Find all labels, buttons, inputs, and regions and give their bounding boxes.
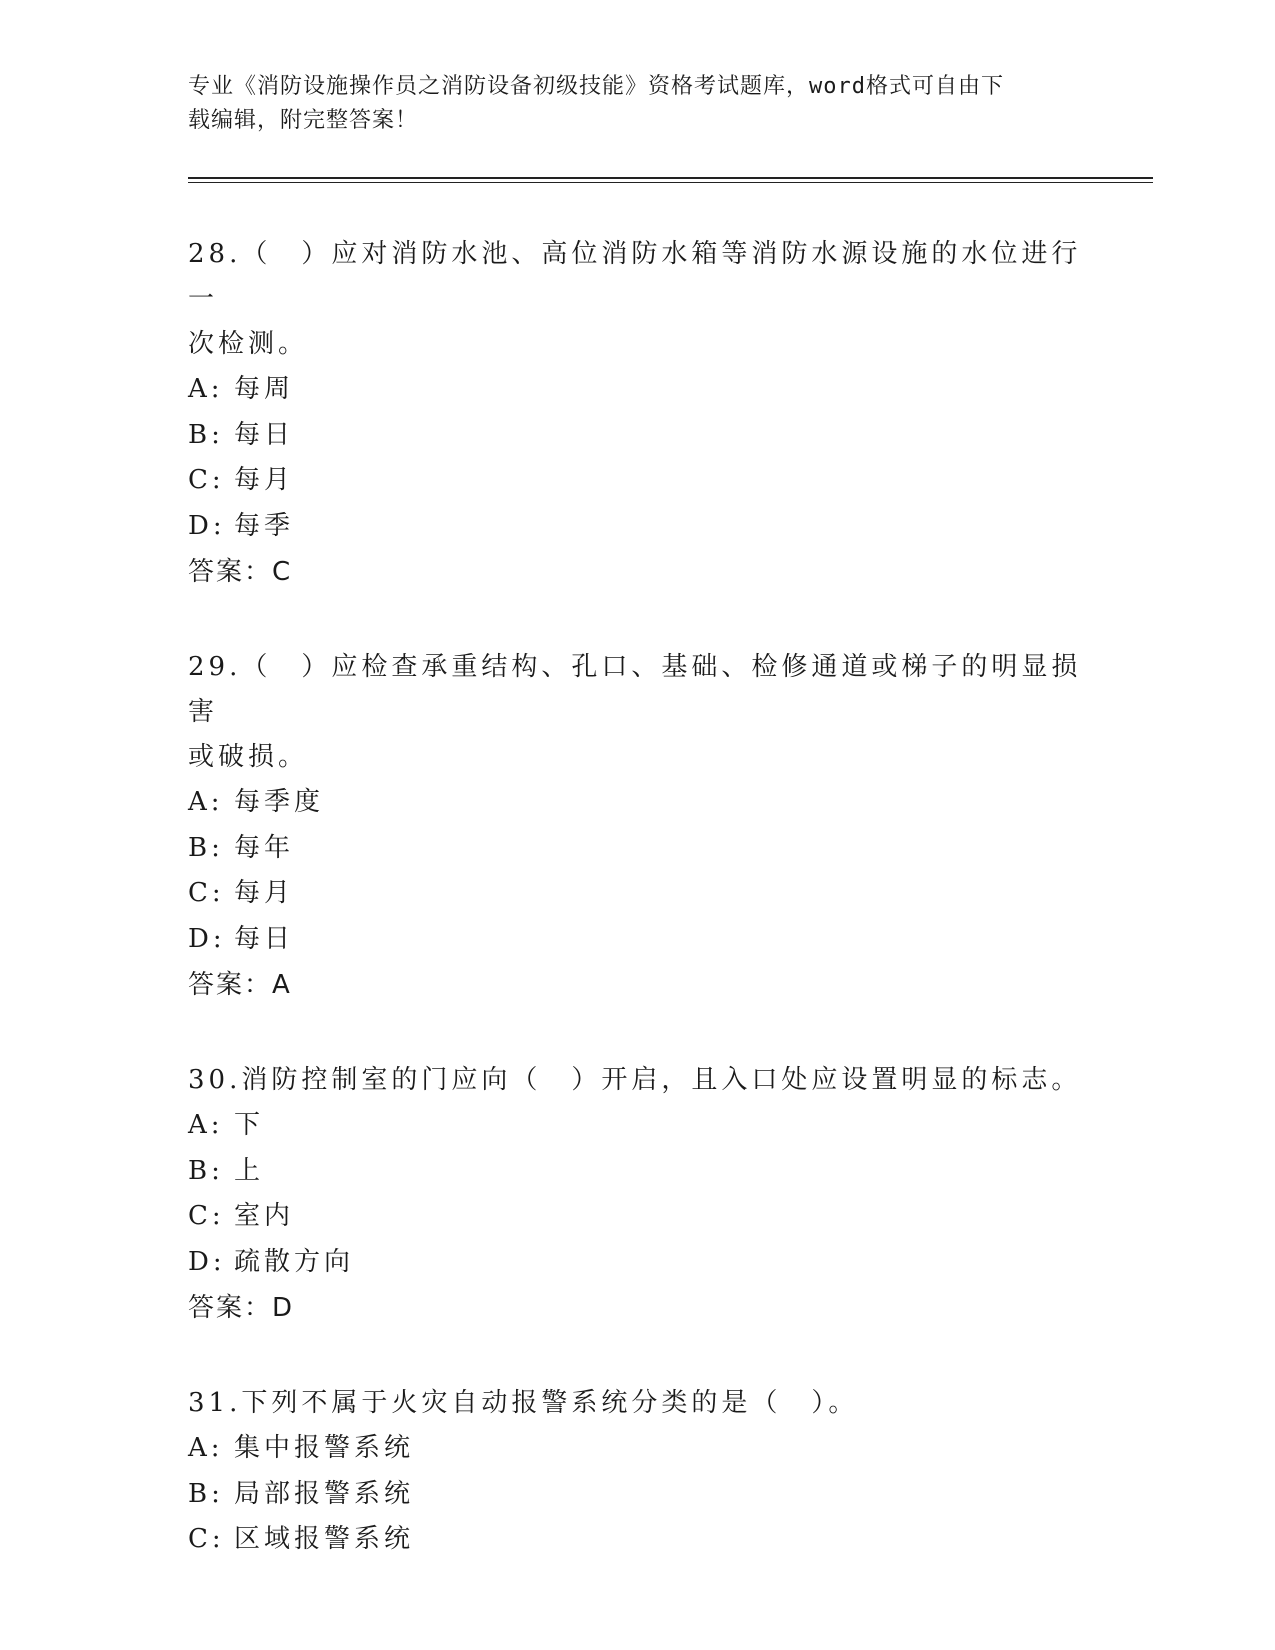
question-stem: 31.下列不属于火灾自动报警系统分类的是（ ）。 — [188, 1388, 859, 1418]
option-text: 疏散方向 — [234, 1246, 355, 1277]
option-b — [188, 826, 1088, 872]
option-key: C: — [188, 1524, 225, 1554]
option-text: 上 — [234, 1155, 265, 1186]
option-text: 每日 — [234, 419, 295, 450]
option-text: 每周 — [234, 374, 295, 404]
answer-line: 答案：D — [188, 1293, 295, 1323]
option-d — [188, 504, 1088, 550]
option-key: B: — [188, 1155, 224, 1186]
option-b — [188, 413, 1088, 459]
question-28 — [188, 232, 1088, 595]
option-key: A: — [188, 787, 224, 817]
answer-line: 答案：C — [188, 557, 293, 587]
option-key: C: — [188, 1201, 225, 1231]
option-text: 每月 — [234, 878, 295, 908]
option-key: D: — [188, 1246, 226, 1277]
option-key: B: — [188, 832, 224, 863]
option-key: B: — [188, 419, 224, 450]
option-text: 每日 — [234, 923, 295, 954]
question-29 — [188, 645, 1088, 1008]
option-c — [188, 458, 1088, 504]
option-text: 每季度 — [234, 787, 325, 817]
header-line-1: 专业《消防设施操作员之消防设备初级技能》资格考试题库，word格式可自由下 — [188, 74, 1004, 99]
question-stem: 28.（ ）应对消防水池、高位消防水箱等消防水源设施的水位进行一 — [188, 239, 1082, 314]
question-list — [188, 232, 1088, 1613]
option-key: C: — [188, 878, 225, 908]
option-text: 下 — [234, 1110, 265, 1140]
question-31 — [188, 1381, 1088, 1563]
option-text: 室内 — [234, 1201, 295, 1231]
question-stem: 29.（ ）应检查承重结构、孔口、基础、检修通道或梯子的明显损害 — [188, 652, 1082, 727]
option-d — [188, 1240, 1088, 1286]
document-header — [188, 70, 1088, 138]
option-text: 每年 — [234, 832, 295, 863]
option-key: B: — [188, 1478, 224, 1509]
option-b — [188, 1149, 1088, 1195]
option-key: D: — [188, 510, 226, 541]
option-text: 每月 — [234, 465, 295, 495]
option-text: 每季 — [234, 510, 295, 541]
option-key: A: — [188, 374, 224, 404]
option-a — [188, 367, 1088, 413]
option-a — [188, 1103, 1088, 1149]
option-c — [188, 871, 1088, 917]
question-stem: 30.消防控制室的门应向（ ）开启，且入口处应设置明显的标志。 — [188, 1065, 1082, 1095]
option-text: 集中报警系统 — [234, 1433, 415, 1463]
option-c — [188, 1517, 1088, 1563]
option-d — [188, 917, 1088, 963]
option-key: A: — [188, 1110, 224, 1140]
question-30 — [188, 1058, 1088, 1331]
option-c — [188, 1194, 1088, 1240]
option-a — [188, 1426, 1088, 1472]
question-stem-continued: 次检测。 — [188, 329, 309, 359]
option-text: 局部报警系统 — [234, 1478, 415, 1509]
option-key: D: — [188, 923, 226, 954]
option-b — [188, 1472, 1088, 1518]
header-line-2: 载编辑，附完整答案！ — [188, 108, 419, 133]
answer-line: 答案：A — [188, 970, 292, 1000]
question-stem-continued: 或破损。 — [188, 742, 309, 772]
header-divider-bottom — [188, 182, 1153, 183]
option-a — [188, 780, 1088, 826]
option-text: 区域报警系统 — [234, 1524, 415, 1554]
option-key: C: — [188, 465, 225, 495]
option-key: A: — [188, 1433, 224, 1463]
header-divider-top — [188, 177, 1153, 179]
